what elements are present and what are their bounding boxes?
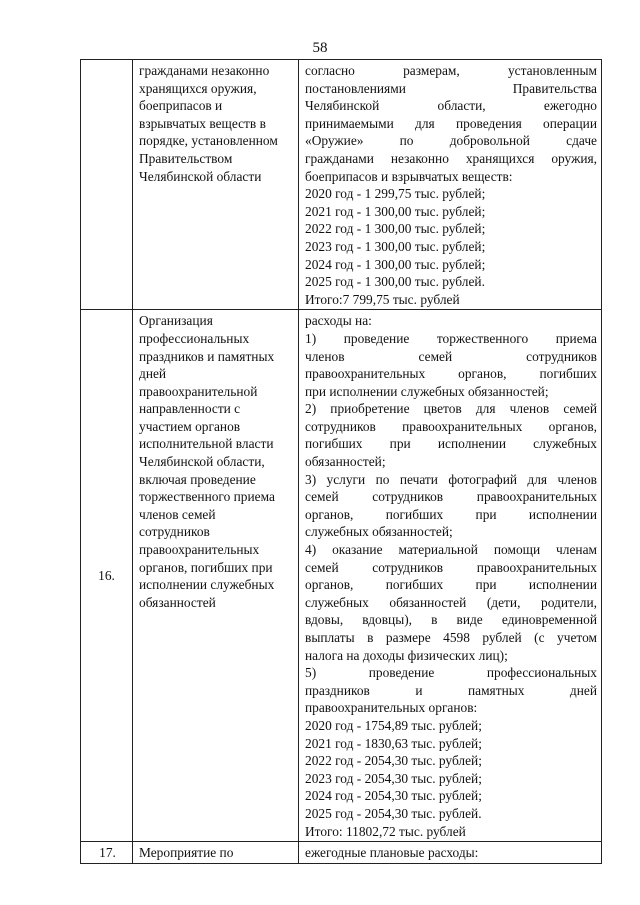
measure-name-line: праздников и памятных — [139, 348, 275, 364]
measure-name-line: направленности с — [139, 401, 241, 417]
measure-description-line: погибших при исполнении служебных — [305, 436, 597, 452]
measure-description-line: расходы на: — [305, 313, 372, 329]
measure-name-line: торжественного приема — [139, 489, 275, 505]
measure-description-line: членов семей сотрудников — [305, 348, 597, 364]
measure-name-line: дней — [139, 366, 167, 382]
measure-description-line: обязанностей; — [305, 454, 386, 470]
measure-description-line: правоохранительных органов: — [305, 700, 478, 716]
row-number-cell: 17. — [81, 842, 133, 864]
measure-description-line: 2023 год - 1 300,00 тыс. рублей; — [305, 238, 486, 254]
measure-description-line: семей сотрудников правоохранительных — [305, 559, 597, 575]
measure-description-line: сотрудников правоохранительных органов, — [305, 418, 597, 434]
measure-description-line: 2025 год - 2054,30 тыс. рублей. — [305, 805, 482, 821]
measure-description-line: выплаты в размере 4598 рублей (с учетом — [305, 630, 597, 645]
measure-description-line: 2024 год - 2054,30 тыс. рублей; — [305, 788, 482, 804]
measure-description-line: праздников и памятных дней — [305, 682, 597, 698]
measure-description-cell — [299, 310, 602, 842]
measure-description-line: 2023 год - 2054,30 тыс. рублей; — [305, 770, 482, 786]
measure-name-cell — [133, 310, 299, 842]
measure-description-line: Итого: 11802,72 тыс. рублей — [305, 823, 466, 839]
table-row — [81, 60, 602, 310]
measure-description-line: семей сотрудников правоохранительных — [305, 489, 597, 505]
page-number: 58 — [312, 40, 328, 56]
measure-description-line: 5) проведение профессиональных — [305, 665, 597, 681]
measure-description-line: 2024 год - 1 300,00 тыс. рублей; — [305, 256, 486, 272]
measure-name-line: порядке, установленном — [139, 133, 278, 149]
measure-name-line: органов, погибших при — [139, 559, 273, 575]
measure-name-line: взрывчатых веществ в — [139, 115, 266, 131]
row-number-cell: 16. — [81, 310, 133, 842]
measure-name-line: правоохранительных — [139, 542, 260, 558]
measure-name-line: участием органов — [139, 418, 241, 434]
measure-description-line: гражданами незаконно хранящихся оружия, — [305, 150, 597, 166]
row-number-cell — [81, 60, 133, 310]
measure-description-line: 2) приобретение цветов для членов семей — [305, 401, 597, 417]
measure-name-line: Челябинской области, — [139, 454, 265, 470]
measure-name-line: включая проведение — [139, 471, 256, 487]
measure-description-line: органов, погибших при исполнении — [305, 577, 597, 593]
measure-name-line: хранящихся оружия, — [139, 80, 257, 96]
measure-description-cell — [299, 842, 602, 864]
measure-description-line: 2021 год - 1 300,00 тыс. рублей; — [305, 203, 486, 219]
measure-description-line: 2020 год - 1 299,75 тыс. рублей; — [305, 186, 486, 202]
measure-description-line: ежегодные плановые расходы: — [305, 845, 479, 861]
measures-table-body — [81, 60, 602, 864]
measure-description-line: 2025 год - 1 300,00 тыс. рублей. — [305, 274, 485, 290]
table-row — [81, 310, 602, 842]
measure-description-line: 2022 год - 1 300,00 тыс. рублей; — [305, 221, 486, 237]
measure-description-line: 4) оказание материальной помощи членам — [305, 542, 597, 558]
measure-name-line: гражданами незаконно — [139, 63, 270, 78]
measure-description-line: органов, погибших при исполнении — [305, 506, 597, 522]
measure-description-line: Челябинской области, ежегодно — [305, 98, 597, 114]
measure-name-line: Организация — [139, 313, 213, 329]
measure-description-line: 2022 год - 2054,30 тыс. рублей; — [305, 753, 482, 769]
measure-description-line: налога на доходы физических лиц); — [305, 647, 508, 663]
measure-description-line: принимаемыми для проведения операции — [305, 115, 597, 131]
measure-description-line: 3) услуги по печати фотографий для членов — [305, 471, 597, 487]
measure-name-line: исполнении служебных — [139, 577, 275, 593]
measure-name-cell — [133, 60, 299, 310]
measure-description-line: согласно размерам, установленным — [305, 63, 597, 78]
table-row — [81, 842, 602, 864]
measure-description-line: служебных обязанностей (дети, родители, — [305, 594, 597, 610]
measure-description-cell — [299, 60, 602, 310]
measure-name-line: сотрудников — [139, 524, 210, 540]
measure-name-line: членов семей — [139, 506, 216, 522]
measure-name-line: правоохранительной — [139, 383, 258, 399]
measure-name-line: боеприпасов и — [139, 98, 223, 114]
measure-name-cell — [133, 842, 299, 864]
measure-description-line: 2020 год - 1754,89 тыс. рублей; — [305, 717, 482, 733]
measure-description-line: «Оружие» по добровольной сдаче — [305, 133, 597, 149]
measure-description-line: при исполнении служебных обязанностей; — [305, 383, 549, 399]
measure-name-line: обязанностей — [139, 594, 216, 610]
measure-description-line: вдовы, вдовцы), в виде единовременной — [305, 612, 597, 628]
measure-name-line: профессиональных — [139, 330, 250, 346]
measure-description-line: 2021 год - 1830,63 тыс. рублей; — [305, 735, 482, 751]
measure-name-line: исполнительной власти — [139, 436, 274, 452]
measure-name-line: Челябинской области — [139, 168, 262, 184]
measure-description-line: 1) проведение торжественного приема — [305, 330, 597, 346]
measures-table — [80, 59, 602, 864]
measure-description-line: служебных обязанностей; — [305, 524, 453, 540]
measure-name-line: Мероприятие по — [139, 845, 234, 861]
measure-description-line: Итого:7 799,75 тыс. рублей — [305, 291, 460, 307]
measure-name-line: Правительством — [139, 150, 233, 166]
measure-description-line: правоохранительных органов, погибших — [305, 366, 597, 382]
measure-description-line: боеприпасов и взрывчатых веществ: — [305, 168, 513, 184]
measure-description-line: постановлениями Правительства — [305, 80, 597, 96]
